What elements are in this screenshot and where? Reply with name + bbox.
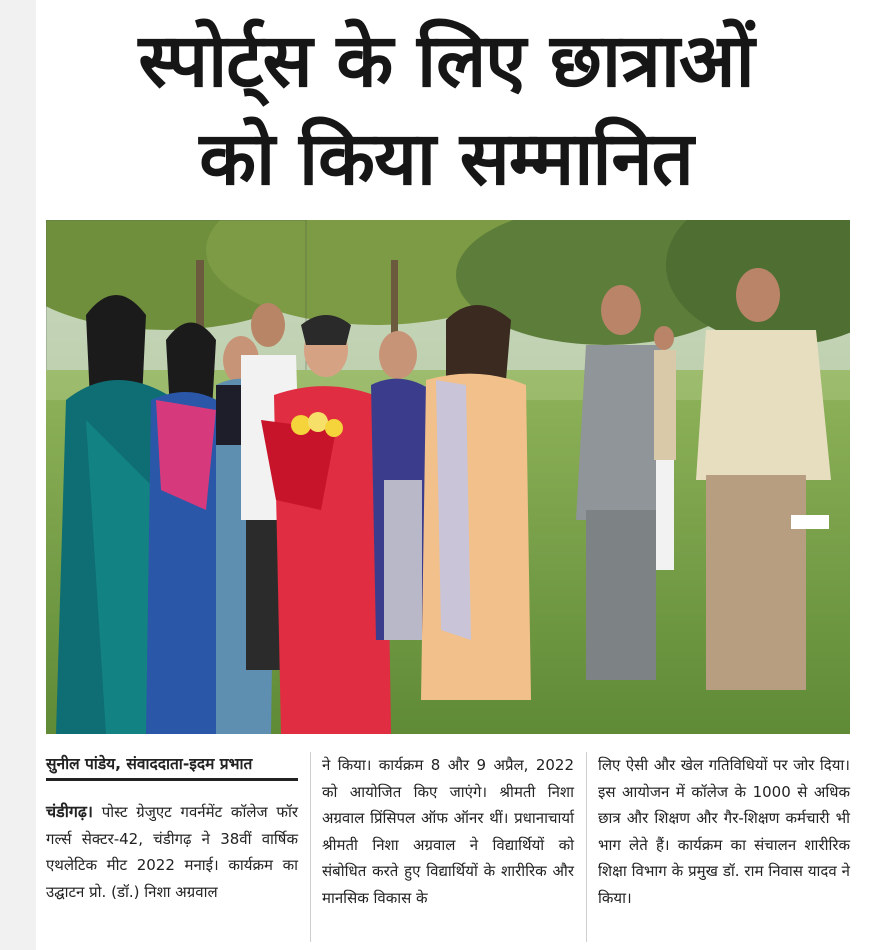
column-divider (310, 752, 311, 942)
event-photo (46, 220, 850, 734)
column-divider (586, 752, 587, 942)
article-column-2: ने किया। कार्यक्रम 8 और 9 अप्रैल, 2022 को आयोजित किए जाएंगे। श्रीमती निशा अग्रवाल प्रिंसिपल ऑफ ऑनर थीं। प्रधानाचार्या श्रीमती निशा अग्रवाल ने विद्यार्थियों को संबोधित करते हुए विद्यार्थियों के शारीरिक और मानसिक विकास के (322, 756, 574, 907)
article-text: पोस्ट ग्रेजुएट गवर्नमेंट कॉलेज फॉर गर्ल्स सेक्टर-42, चंडीगढ़ ने 38वीं वार्षिक एथलेटिक मीट 2022 मनाई। कार्यक्रम का उद्घाटन प्रो. (डॉ.) निशा अग्रवाल (46, 803, 298, 901)
headline-line-2: को किया सम्मानित (199, 116, 693, 202)
person-figure (654, 326, 676, 570)
article-column-1 (46, 799, 298, 905)
article-column-3: लिए ऐसी और खेल गतिविधियों पर जोर दिया। इस आयोजन में कॉलेज के 1000 से अधिक छात्र और शिक्षण और गैर-शिक्षण कर्मचारी भी भाग लेते हैं। कार्यक्रम का संचालन शारीरिक शिक्षा विभाग के प्रमुख डॉ. राम निवास यादव ने किया। (598, 756, 850, 907)
page-margin-strip (0, 0, 36, 950)
headline (46, 12, 846, 208)
headline-line-1: स्पोर्ट्स के लिए छात्राओं (138, 18, 754, 104)
byline: सुनील पांडेय, संवाददाता-इदम प्रभात (46, 752, 298, 781)
event-photo-illustration (46, 220, 850, 734)
dateline: चंडीगढ़। (46, 802, 93, 821)
